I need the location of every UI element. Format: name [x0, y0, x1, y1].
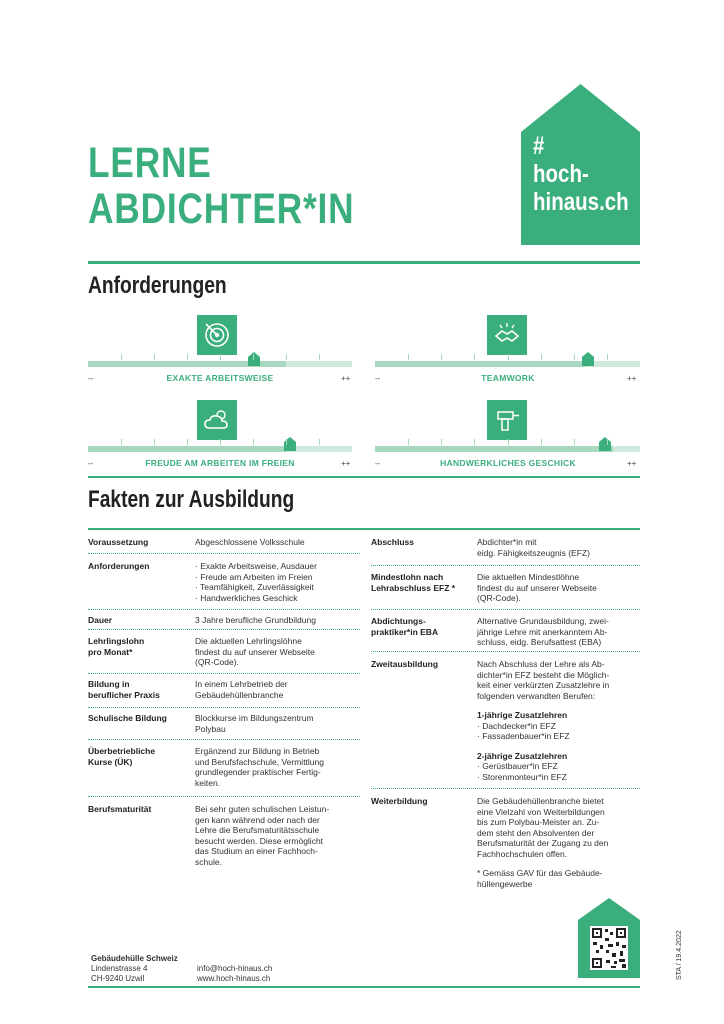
req-label-1: EXAKTE ARBEITSWEISE — [166, 373, 274, 383]
req-label-3: FREUDE AM ARBEITEN IM FREIEN — [145, 458, 295, 468]
fact-row: Berufsmaturität Bei sehr guten schulischen Leistun- gen kann während oder nach der Lehre die Berufsmaturitätsschule besucht werden. Diese ermöglicht das Studium an einer Fachhoch- schule. — [88, 804, 330, 867]
fact-row: Voraussetzung Abgeschlossene Volksschule — [88, 537, 305, 547]
fact-row: Abdichtungs- praktiker*in EBA Alternative Grundausbildung, zwei- jährige Lehre mit anerkanntem Ab- schluss, eidg. Berufsattest (EBA) — [371, 616, 609, 647]
scale-tick — [286, 354, 287, 360]
fact-row: Überbetriebliche Kurse (ÜK) Ergänzend zur Bildung in Betrieb und Berufsfachschule, Vermittlung grundlegender praktischer Fertig- keiten. — [88, 746, 324, 788]
scale-teamwork — [375, 361, 640, 367]
facts-right-column — [371, 537, 640, 889]
divider-bottom — [88, 986, 640, 988]
qr-code-icon[interactable] — [578, 898, 640, 978]
scale-tick — [319, 354, 320, 360]
zusatz2-title: 2-jährige Zusatzlehren — [477, 750, 568, 761]
scale-tick — [220, 354, 221, 360]
cloud-sun-icon — [197, 400, 237, 440]
fact-row: Weiterbildung Die Gebäudehüllenbranche bietet eine Vielzahl von Weiterbildungen bis zum Polybau-Meister an. Zu- dem steht den Absolventen der Berufsmaturität der Zugang zu den Fachhochschulen offen. * Gemäss GAV für das Gebäude- hüllengewerbe — [371, 796, 640, 889]
scale-tick — [574, 439, 575, 445]
zusatz1-title: 1-jährige Zusatzlehren — [477, 710, 568, 720]
footer-contact — [197, 964, 272, 984]
drill-icon — [487, 400, 527, 440]
req-label-4: HANDWERKLICHES GESCHICK — [440, 458, 576, 468]
logo-line-2: hinaus.ch — [533, 188, 629, 216]
logo-line-1: hoch- — [533, 160, 589, 188]
qr-code-house[interactable] — [578, 898, 640, 978]
title-line-1: LERNE — [88, 139, 212, 187]
scale-handwerkliches-geschick — [375, 446, 640, 452]
requirements-heading: Anforderungen — [88, 272, 227, 299]
fact-row: Schulische Bildung Blockkurse im Bildungszentrum Polybau — [88, 713, 314, 734]
page-title — [88, 140, 354, 232]
fact-row: Lehrlingslohn pro Monat* Die aktuellen Lehrlingslöhne findest du auf unserer Webseite (QR-Code). — [88, 636, 315, 667]
scale-exakte-arbeitsweise — [88, 361, 352, 367]
divider-top — [88, 261, 640, 264]
fact-row: Dauer 3 Jahre berufliche Grundbildung — [88, 615, 316, 625]
divider-middle — [88, 476, 640, 478]
scale-tick — [187, 439, 188, 445]
scale-tick — [574, 354, 575, 360]
level-marker-icon — [248, 352, 260, 366]
fact-row: Bildung in beruflicher Praxis In einem Lehrbetrieb der Gebäudehüllenbranche — [88, 679, 288, 700]
scale-tick — [408, 354, 409, 360]
facts-heading: Fakten zur Ausbildung — [88, 486, 295, 513]
scale-tick — [253, 439, 254, 445]
scale-tick — [154, 354, 155, 360]
scale-tick — [319, 439, 320, 445]
scale-tick — [508, 354, 509, 360]
scale-tick — [441, 354, 442, 360]
scale-max-1: ++ — [341, 374, 351, 383]
hoch-hinaus-logo — [521, 84, 640, 245]
fact-row: Zweitausbildung Nach Abschluss der Lehre als Ab- dichter*in EFZ besteht die Möglich- keit einer verkürzten Zusatzlehre in folgenden verwandten Berufen: 1-jährige Zusatzlehren · Dachdecker*in EFZ · Fassadenbauer*in EFZ 2-jährige Zusatzlehren · Gerüstbauer*in EFZ · Storenmonteur*in EFZ — [371, 659, 640, 782]
scale-tick — [286, 439, 287, 445]
scale-tick — [474, 439, 475, 445]
target-icon — [197, 315, 237, 355]
scale-tick — [607, 354, 608, 360]
handshake-icon — [487, 315, 527, 355]
req-label-2: TEAMWORK — [481, 373, 535, 383]
fact-row: Anforderungen · Exakte Arbeitsweise, Ausdauer · Freude am Arbeiten im Freien · Teamfähigkeit, Zuverlässigkeit · Handwerkliches Geschick — [88, 561, 317, 603]
scale-min-2: -- — [375, 374, 381, 383]
fact-row: Mindestlohn nach Lehrabschluss EFZ * Die aktuellen Mindestlöhne findest du auf unserer Webseite (QR-Code). — [371, 572, 597, 603]
zusatz1-list: · Dachdecker*in EFZ · Fassadenbauer*in EFZ — [477, 720, 570, 741]
footer-org: Gebäudehülle Schweiz — [91, 954, 178, 963]
scale-min-3: -- — [88, 459, 94, 468]
scale-max-3: ++ — [341, 459, 351, 468]
footnote: * Gemäss GAV für das Gebäude- hüllengewerbe — [477, 868, 603, 889]
level-marker-icon — [599, 437, 611, 451]
zusatz2-list: · Gerüstbauer*in EFZ · Storenmonteur*in EFZ — [477, 761, 567, 782]
footer-city: CH-9240 Uzwil — [91, 974, 145, 983]
scale-tick — [121, 354, 122, 360]
footer-address — [91, 954, 178, 984]
side-note: STA / 19.4.2022 — [676, 930, 683, 980]
scale-tick — [187, 354, 188, 360]
scale-tick — [474, 354, 475, 360]
footer-street: Lindenstrasse 4 — [91, 964, 148, 973]
scale-freude-im-freien — [88, 446, 352, 452]
scale-min-1: -- — [88, 374, 94, 383]
facts-left-column — [88, 537, 360, 867]
scale-tick — [508, 439, 509, 445]
scale-tick — [154, 439, 155, 445]
footer-email-link[interactable]: info@hoch-hinaus.ch — [197, 964, 273, 973]
logo-hash: # — [533, 132, 545, 160]
footer-web-link[interactable]: www.hoch-hinaus.ch — [197, 974, 271, 983]
scale-tick — [607, 439, 608, 445]
fact-row: Abschluss Abdichter*in mit eidg. Fähigkeitszeugnis (EFZ) — [371, 537, 590, 558]
scale-min-4: -- — [375, 459, 381, 468]
level-marker-icon — [582, 352, 594, 366]
title-line-2: ABDICHTER*IN — [88, 185, 355, 233]
scale-tick — [253, 354, 254, 360]
scale-tick — [408, 439, 409, 445]
scale-tick — [441, 439, 442, 445]
scale-max-2: ++ — [627, 374, 637, 383]
scale-tick — [541, 354, 542, 360]
divider-facts — [88, 528, 640, 530]
scale-tick — [220, 439, 221, 445]
scale-max-4: ++ — [627, 459, 637, 468]
scale-tick — [541, 439, 542, 445]
scale-tick — [121, 439, 122, 445]
